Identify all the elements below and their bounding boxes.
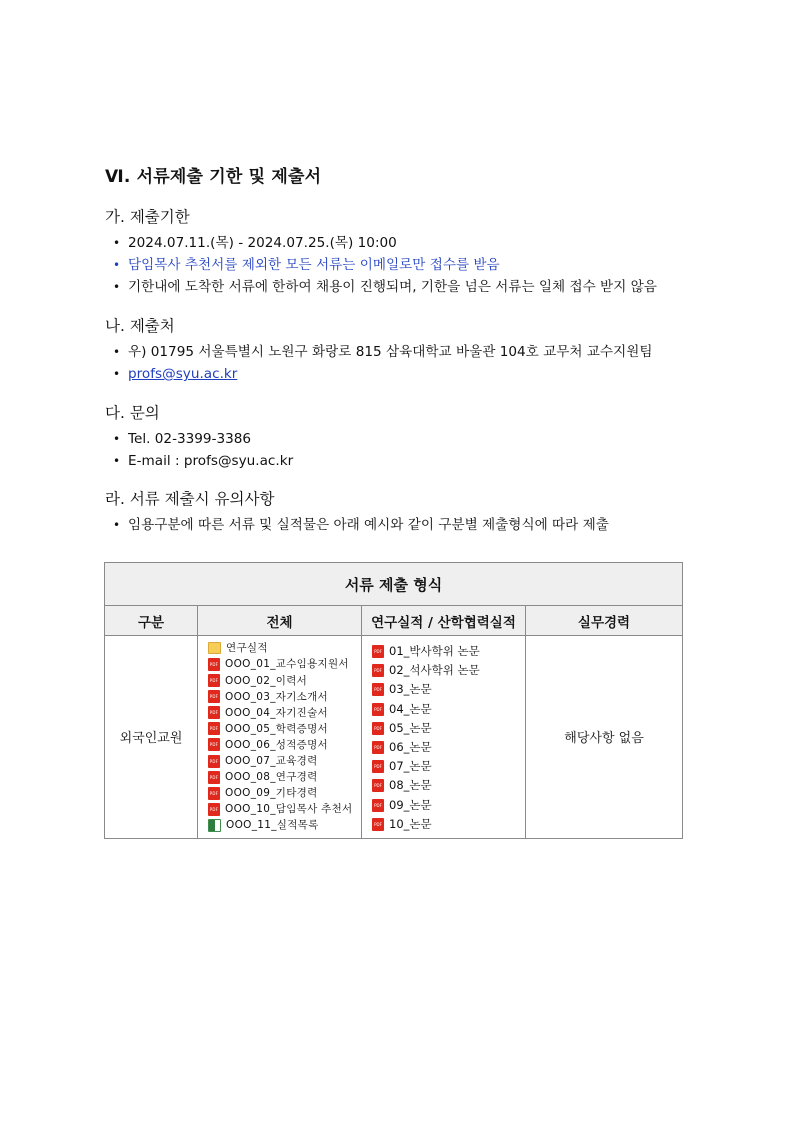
file-name: OOO_02_이력서 [225, 674, 308, 687]
table-title: 서류 제출 형식 [105, 563, 683, 606]
file-item [372, 738, 525, 757]
pdf-icon [208, 706, 220, 719]
file-item [208, 817, 361, 833]
pdf-icon [208, 674, 220, 687]
file-name: OOO_03_자기소개서 [225, 690, 328, 703]
file-item [208, 801, 361, 817]
file-name: 06_논문 [389, 739, 432, 754]
bullet-item: • 기한내에 도착한 서류에 한하여 채용이 진행되며, 기한을 넘은 서류는 일체 접수 받지 않음 [105, 276, 657, 298]
file-item [372, 776, 525, 795]
file-name: OOO_07_교육경력 [225, 755, 318, 768]
file-item [208, 640, 361, 656]
file-item [372, 642, 525, 661]
file-item [208, 737, 361, 753]
section-destination [105, 315, 652, 385]
file-name: 09_논문 [389, 797, 432, 812]
research-files-cell [362, 636, 526, 839]
file-name: 04_논문 [389, 701, 432, 716]
pdf-icon [372, 760, 384, 773]
section-deadline [105, 206, 657, 298]
section-title: 다. 문의 [105, 404, 160, 422]
pdf-icon [372, 722, 384, 735]
section-title: 가. 제출기한 [105, 208, 190, 226]
column-header: 실무경력 [526, 606, 683, 636]
pdf-icon [208, 658, 220, 671]
file-item [208, 785, 361, 801]
submission-format-table [104, 562, 683, 839]
file-name: 08_논문 [389, 778, 432, 793]
pdf-icon [372, 703, 384, 716]
file-name: OOO_09_기타경력 [225, 787, 318, 800]
section-title: 라. 서류 제출시 유의사항 [105, 490, 275, 508]
bullet-item: • Tel. 02-3399-3386 [105, 428, 293, 450]
category-cell: 외국인교원 [105, 636, 198, 839]
column-header: 전체 [198, 606, 362, 636]
file-name: 03_논문 [389, 682, 432, 697]
file-item [372, 815, 525, 834]
file-item [208, 656, 361, 672]
file-item [372, 719, 525, 738]
bullet-item: • 우) 01795 서울특별시 노원구 화랑로 815 삼육대학교 바울관 104호 교무처 교수지원팀 [105, 341, 652, 363]
pdf-icon [372, 779, 384, 792]
file-item [372, 796, 525, 815]
file-name: 연구실적 [226, 642, 268, 655]
file-list [198, 636, 361, 837]
file-item [208, 721, 361, 737]
file-item [208, 769, 361, 785]
pdf-icon [372, 799, 384, 812]
section-contact [105, 402, 293, 472]
file-item [208, 673, 361, 689]
bullet-item: • 2024.07.11.(목) - 2024.07.25.(목) 10:00 [105, 232, 657, 254]
all-files-cell [198, 636, 362, 839]
pdf-icon [208, 755, 220, 768]
file-list [362, 636, 525, 838]
excel-icon [208, 819, 221, 832]
file-name: 07_논문 [389, 759, 432, 774]
pdf-icon [372, 683, 384, 696]
pdf-icon [208, 787, 220, 800]
practical-cell: 해당사항 없음 [526, 636, 683, 839]
file-name: OOO_04_자기진술서 [225, 706, 328, 719]
file-item [208, 689, 361, 705]
file-name: 10_논문 [389, 816, 432, 831]
column-header: 구분 [105, 606, 198, 636]
column-header: 연구실적 / 산학협력실적 [362, 606, 526, 636]
file-name: OOO_11_실적목록 [226, 819, 319, 832]
file-name: OOO_10_담임목사 추천서 [225, 803, 353, 816]
pdf-icon [208, 738, 220, 751]
section-title: 나. 제출처 [105, 317, 175, 335]
file-item [372, 700, 525, 719]
pdf-icon [208, 771, 220, 784]
file-item [372, 661, 525, 680]
pdf-icon [208, 690, 220, 703]
pdf-icon [372, 645, 384, 658]
pdf-icon [208, 803, 220, 816]
file-name: OOO_06_성적증명서 [225, 738, 328, 751]
file-item [208, 753, 361, 769]
file-name: 01_박사학위 논문 [389, 644, 480, 658]
file-name: 05_논문 [389, 720, 432, 735]
bullet-item: • E-mail : profs@syu.ac.kr [105, 450, 293, 472]
email-link[interactable]: profs@syu.ac.kr [128, 366, 238, 382]
bullet-item: • 임용구분에 따른 서류 및 실적물은 아래 예시와 같이 구분별 제출형식에 따라 제출 [105, 514, 609, 536]
file-item [208, 705, 361, 721]
file-item [372, 680, 525, 699]
pdf-icon [372, 818, 384, 831]
page-title: Ⅵ. 서류제출 기한 및 제출서 [105, 167, 322, 187]
pdf-icon [372, 741, 384, 754]
file-name: OOO_08_연구경력 [225, 771, 318, 784]
bullet-item-email [105, 363, 652, 385]
pdf-icon [208, 722, 220, 735]
file-name: 02_석사학위 논문 [389, 663, 480, 678]
file-item [372, 757, 525, 776]
section-notes [105, 488, 609, 536]
folder-icon [208, 642, 221, 654]
file-name: OOO_05_학력증명서 [225, 722, 328, 735]
bullet-item-highlight: • 담임목사 추천서를 제외한 모든 서류는 이메일로만 접수를 받음 [105, 254, 657, 276]
pdf-icon [372, 664, 384, 677]
file-name: OOO_01_교수임용지원서 [225, 658, 349, 671]
